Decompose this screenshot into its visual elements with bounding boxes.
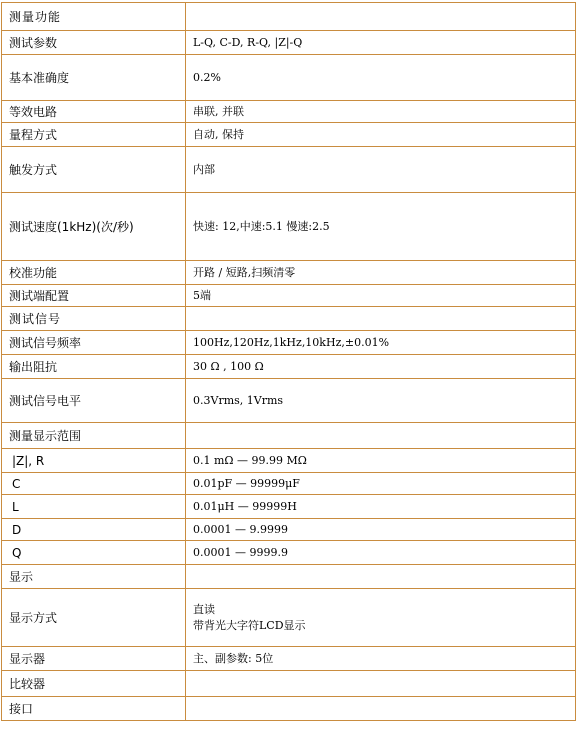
spec-value — [186, 147, 576, 193]
spec-value — [186, 589, 576, 647]
spec-value — [186, 697, 576, 721]
spec-row — [2, 285, 576, 307]
spec-value — [186, 519, 576, 541]
spec-row — [2, 541, 576, 565]
spec-value-line: 30 Ω , 100 Ω — [193, 359, 264, 373]
spec-label: |Z|, R — [2, 449, 186, 473]
spec-label: 测试速度(1kHz)(次/秒) — [2, 193, 186, 261]
spec-value-line: 快速: 12,中速:5.1 慢速:2.5 — [193, 219, 330, 233]
spec-value — [186, 101, 576, 123]
spec-value — [186, 261, 576, 285]
spec-label: 显示方式 — [2, 589, 186, 647]
spec-value-line: 0.0001 — 9.9999 — [193, 522, 288, 536]
spec-value-line: 0.3Vrms, 1Vrms — [193, 393, 284, 407]
spec-row — [2, 423, 576, 449]
spec-value-line: 带背光大字符LCD显示 — [193, 618, 306, 632]
spec-value — [186, 193, 576, 261]
spec-value — [186, 379, 576, 423]
spec-value-line: 0.01pF — 99999μF — [193, 476, 300, 490]
spec-value-line: 内部 — [193, 162, 215, 176]
spec-label: Q — [2, 541, 186, 565]
spec-table — [1, 2, 576, 721]
spec-value — [186, 307, 576, 331]
spec-row — [2, 261, 576, 285]
spec-label: 接口 — [2, 697, 186, 721]
spec-label: 触发方式 — [2, 147, 186, 193]
spec-label: 基本准确度 — [2, 55, 186, 101]
spec-value — [186, 541, 576, 565]
spec-row — [2, 589, 576, 647]
spec-label: 显示器 — [2, 647, 186, 671]
spec-value-line: 串联, 并联 — [193, 104, 244, 118]
spec-row — [2, 519, 576, 541]
spec-row — [2, 147, 576, 193]
spec-label: 校准功能 — [2, 261, 186, 285]
spec-row — [2, 101, 576, 123]
spec-label: 显示 — [2, 565, 186, 589]
spec-row — [2, 31, 576, 55]
spec-value-line: 0.2% — [193, 70, 221, 84]
spec-label: 输出阻抗 — [2, 355, 186, 379]
spec-row — [2, 565, 576, 589]
spec-row — [2, 123, 576, 147]
spec-table-body — [2, 3, 576, 721]
spec-row — [2, 355, 576, 379]
spec-value-line: 0.01μH — 99999H — [193, 499, 297, 513]
spec-value — [186, 565, 576, 589]
spec-label: L — [2, 495, 186, 519]
spec-row — [2, 449, 576, 473]
spec-value-line: 100Hz,120Hz,1kHz,10kHz,±0.01% — [193, 335, 390, 349]
spec-value-line: 自动, 保持 — [193, 127, 244, 141]
spec-value-line: 开路 / 短路,扫频清零 — [193, 265, 296, 279]
spec-label: 比较器 — [2, 671, 186, 697]
spec-label: 测量显示范围 — [2, 423, 186, 449]
spec-value — [186, 495, 576, 519]
spec-label: 测试信号频率 — [2, 331, 186, 355]
spec-label: C — [2, 473, 186, 495]
spec-value — [186, 285, 576, 307]
spec-value — [186, 123, 576, 147]
spec-value — [186, 55, 576, 101]
spec-value-line: 0.1 mΩ — 99.99 MΩ — [193, 453, 307, 467]
spec-label: 测试信号电平 — [2, 379, 186, 423]
spec-label: 测试端配置 — [2, 285, 186, 307]
spec-row — [2, 671, 576, 697]
spec-value — [186, 355, 576, 379]
spec-label: D — [2, 519, 186, 541]
spec-label: 等效电路 — [2, 101, 186, 123]
spec-row — [2, 647, 576, 671]
spec-value-line: L-Q, C-D, R-Q, |Z|-Q — [193, 35, 303, 49]
spec-value — [186, 331, 576, 355]
spec-row — [2, 697, 576, 721]
spec-row — [2, 331, 576, 355]
spec-value-line: 5端 — [193, 288, 211, 302]
spec-row — [2, 193, 576, 261]
spec-value — [186, 473, 576, 495]
spec-value — [186, 3, 576, 31]
spec-value — [186, 647, 576, 671]
spec-label: 测试参数 — [2, 31, 186, 55]
spec-row — [2, 55, 576, 101]
spec-label: 测量功能 — [2, 3, 186, 31]
spec-row — [2, 379, 576, 423]
spec-row — [2, 473, 576, 495]
spec-value — [186, 423, 576, 449]
spec-value — [186, 31, 576, 55]
spec-label: 测试信号 — [2, 307, 186, 331]
spec-row — [2, 495, 576, 519]
spec-label: 量程方式 — [2, 123, 186, 147]
spec-value-line: 直读 — [193, 602, 215, 616]
spec-row — [2, 3, 576, 31]
spec-value-line: 主、副参数: 5位 — [193, 651, 274, 665]
spec-row — [2, 307, 576, 331]
spec-value — [186, 671, 576, 697]
spec-value-line: 0.0001 — 9999.9 — [193, 545, 288, 559]
spec-value — [186, 449, 576, 473]
